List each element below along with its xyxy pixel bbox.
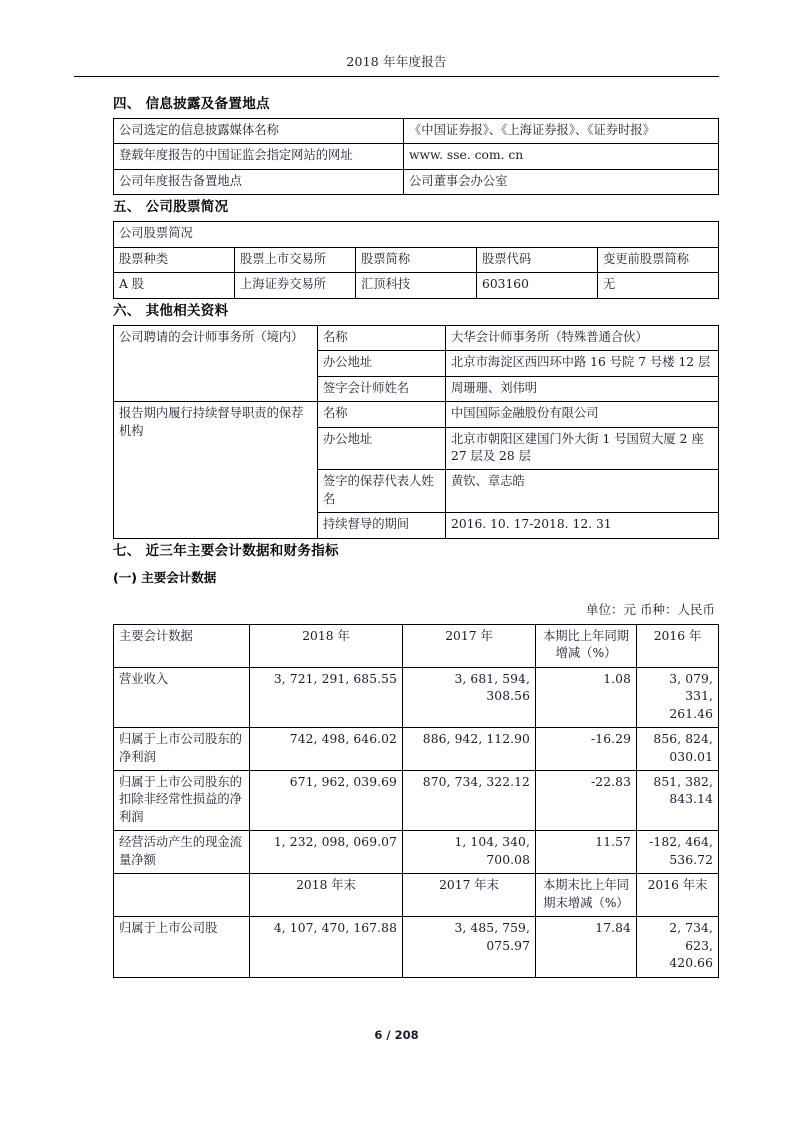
auditor-value: 周珊珊、刘伟明 xyxy=(446,376,719,401)
header-rule xyxy=(74,76,719,77)
column-header: 2018 年 xyxy=(250,624,403,667)
sponsor-value: 中国国际金融股份有限公司 xyxy=(446,402,719,427)
metric-value-2016: -182, 464, 536.72 xyxy=(637,831,719,874)
table-header-row xyxy=(114,247,719,272)
metric-change-pct: 17.84 xyxy=(536,917,637,977)
metric-value-2018: 3, 721, 291, 685.55 xyxy=(250,667,403,727)
metric-label: 归属于上市公司股 xyxy=(114,917,250,977)
disclosure-label: 公司选定的信息披露媒体名称 xyxy=(114,119,404,144)
sponsor-value: 北京市朝阳区建国门外大街 1 号国贸大厦 2 座 27 层及 28 层 xyxy=(446,427,719,470)
running-header: 2018 年年度报告 xyxy=(346,54,447,69)
column-header: 股票种类 xyxy=(114,247,235,272)
table-row xyxy=(114,728,719,771)
disclosure-value: www. sse. com. cn xyxy=(404,144,719,169)
table-row xyxy=(114,667,719,727)
metric-label: 归属于上市公司股东的扣除非经常性损益的净利润 xyxy=(114,770,250,830)
metric-label: 经营活动产生的现金流量净额 xyxy=(114,831,250,874)
metric-change-pct: 1.08 xyxy=(536,667,637,727)
metric-value-2018: 1, 232, 098, 069.07 xyxy=(250,831,403,874)
disclosure-value: 《中国证券报》、《上海证券报》、《证券时报》 xyxy=(404,119,719,144)
column-header: 2017 年 xyxy=(403,624,536,667)
table-row xyxy=(114,222,719,247)
auditor-field: 办公地址 xyxy=(318,351,446,376)
metric-change-pct: -16.29 xyxy=(536,728,637,771)
stock-profile-table xyxy=(113,221,719,298)
column-header: 本期末比上年同期末增减（%） xyxy=(536,874,637,917)
section-heading-other-info: 六、 其他相关资料 xyxy=(113,302,229,319)
column-header: 股票上市交易所 xyxy=(235,247,356,272)
stock-cell: 汇顶科技 xyxy=(356,273,477,298)
column-header: 股票简称 xyxy=(356,247,477,272)
stock-cell: 无 xyxy=(598,273,719,298)
metric-value-2016: 851, 382, 843.14 xyxy=(637,770,719,830)
table-row xyxy=(114,770,719,830)
auditor-value: 大华会计师事务所（特殊普通合伙） xyxy=(446,325,719,350)
sponsor-field: 持续督导的期间 xyxy=(318,513,446,538)
table-row xyxy=(114,273,719,298)
column-header: 2016 年 xyxy=(637,624,719,667)
column-header: 股票代码 xyxy=(477,247,598,272)
table-header-row xyxy=(114,624,719,667)
metric-value-2017: 870, 734, 322.12 xyxy=(403,770,536,830)
metric-value-2017: 1, 104, 340, 700.08 xyxy=(403,831,536,874)
sponsor-value: 黄钦、章志皓 xyxy=(446,470,719,513)
column-header: 2017 年末 xyxy=(403,874,536,917)
section-heading-disclosure: 四、 信息披露及备置地点 xyxy=(113,96,270,112)
table-row xyxy=(114,325,719,350)
stock-cell: A 股 xyxy=(114,273,235,298)
metric-value-2018: 742, 498, 646.02 xyxy=(250,728,403,771)
disclosure-value: 公司董事会办公室 xyxy=(404,169,719,194)
metric-value-2017: 3, 681, 594, 308.56 xyxy=(403,667,536,727)
table-header-row xyxy=(114,874,719,917)
disclosure-label: 公司年度报告备置地点 xyxy=(114,169,404,194)
metric-value-2017: 886, 942, 112.90 xyxy=(403,728,536,771)
section-heading-financial: 七、 近三年主要会计数据和财务指标 xyxy=(113,542,339,559)
metric-change-pct: -22.83 xyxy=(536,770,637,830)
sponsor-label: 报告期内履行持续督导职责的保荐机构 xyxy=(114,402,318,539)
stock-cell: 603160 xyxy=(477,273,598,298)
metric-value-2016: 2, 734, 623, 420.66 xyxy=(637,917,719,977)
auditor-field: 名称 xyxy=(318,325,446,350)
table-row xyxy=(114,917,719,977)
table-row xyxy=(114,119,719,144)
stock-table-caption: 公司股票简况 xyxy=(114,222,719,247)
subsection-heading-main-accounting-data: (一) 主要会计数据 xyxy=(113,569,217,585)
unit-note: 单位：元 币种：人民币 xyxy=(586,601,715,617)
metric-change-pct: 11.57 xyxy=(536,831,637,874)
column-header xyxy=(114,874,250,917)
metric-label: 营业收入 xyxy=(114,667,250,727)
stock-cell: 上海证券交易所 xyxy=(235,273,356,298)
column-header: 本期比上年同期增减（%） xyxy=(536,624,637,667)
metric-value-2018: 671, 962, 039.69 xyxy=(250,770,403,830)
sponsor-field: 办公地址 xyxy=(318,427,446,470)
page-content xyxy=(113,92,719,978)
metric-label: 归属于上市公司股东的净利润 xyxy=(114,728,250,771)
sponsor-field: 签字的保荐代表人姓名 xyxy=(318,470,446,513)
metric-value-2016: 3, 079, 331, 261.46 xyxy=(637,667,719,727)
metric-value-2016: 856, 824, 030.01 xyxy=(637,728,719,771)
section-heading-stock: 五、 公司股票简况 xyxy=(113,199,229,216)
column-header: 2018 年末 xyxy=(250,874,403,917)
sponsor-value: 2016. 10. 17-2018. 12. 31 xyxy=(446,513,719,538)
table-row xyxy=(114,169,719,194)
metric-value-2017: 3, 485, 759, 075.97 xyxy=(403,917,536,977)
column-header: 变更前股票简称 xyxy=(598,247,719,272)
other-info-table xyxy=(113,325,719,539)
table-row xyxy=(114,144,719,169)
auditor-field: 签字会计师姓名 xyxy=(318,376,446,401)
table-row xyxy=(114,831,719,874)
column-header: 主要会计数据 xyxy=(114,624,250,667)
sponsor-field: 名称 xyxy=(318,402,446,427)
auditor-value: 北京市海淀区西四环中路 16 号院 7 号楼 12 层 xyxy=(446,351,719,376)
disclosure-label: 登载年度报告的中国证监会指定网站的网址 xyxy=(114,144,404,169)
auditor-label: 公司聘请的会计师事务所（境内） xyxy=(114,325,318,401)
disclosure-table xyxy=(113,118,719,195)
metric-value-2018: 4, 107, 470, 167.88 xyxy=(250,917,403,977)
table-row xyxy=(114,402,719,427)
page-number-footer: 6 / 208 xyxy=(374,1028,419,1042)
column-header: 2016 年末 xyxy=(637,874,719,917)
financial-data-table xyxy=(113,624,719,978)
